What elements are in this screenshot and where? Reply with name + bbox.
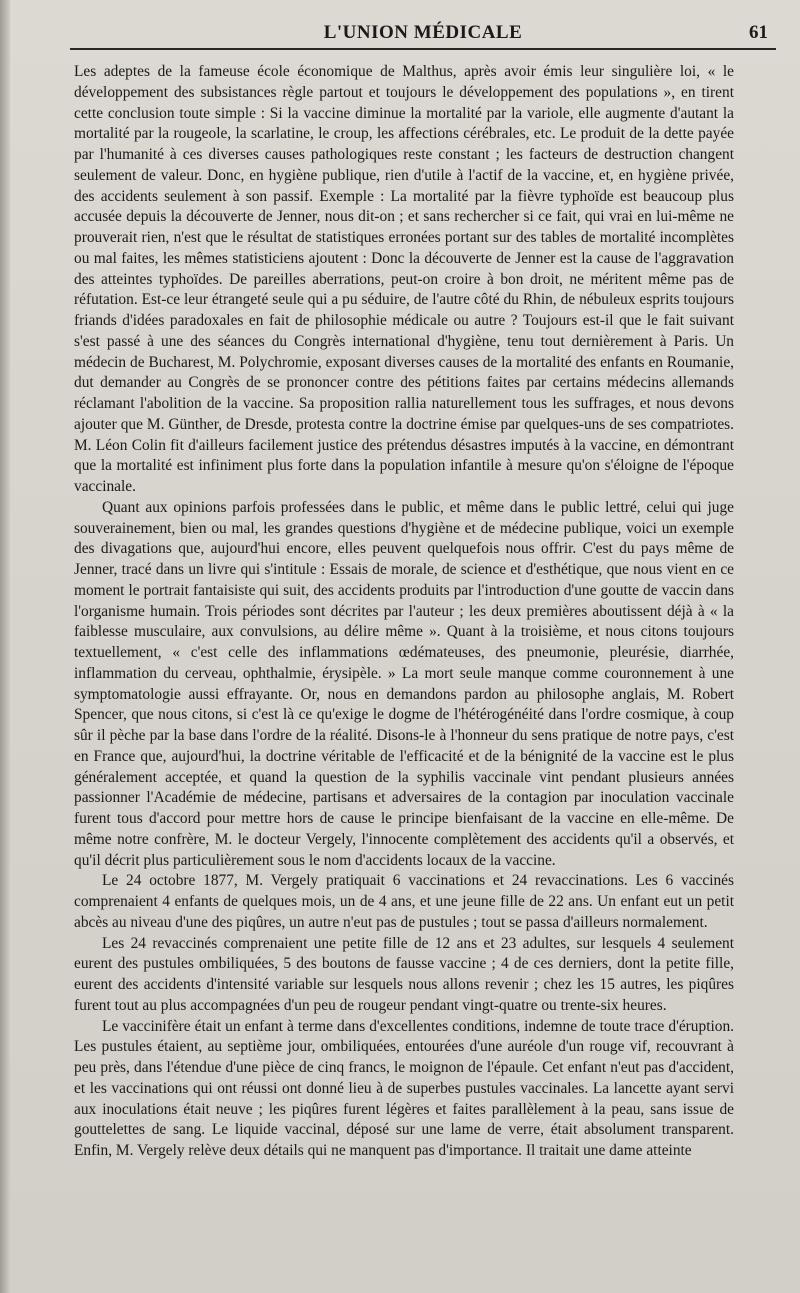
paragraph: Le vaccinifère était un enfant à terme dans d'excellentes conditions, indemne de toute trace d'éruption. Les pustules étaient, au septième jour, ombiliquées, entourées d'une auréole d'un rouge vif, recouvrant à peu près, dans l'étendue d'une pièce de cinq francs, le moignon de l'épaule. Cet enfant n'eut pas d'accident, et les vaccinations qui ont réussi ont donné lieu à de superbes pustules vaccinales. La lancette ayant servi aux inoculations était neuve ; les piqûres furent légères et faites parallèlement à la peau, sans issue de gouttelettes de sang. Le liquide vaccinal, déposé sur une lame de verre, était absolument transparent. Enfin, M. Vergely relève deux détails qui ne manquent pas d'importance. Il traitait une dame atteinte <box>74 1017 734 1159</box>
page-number: 61 <box>749 22 768 43</box>
article-body <box>74 62 734 1162</box>
paragraph: Quant aux opinions parfois professées dans le public, et même dans le public lettré, celui qui juge souverainement, bien ou mal, les grandes questions d'hygiène et de médecine publique, voici un exemple des divagations que, aujourd'hui encore, elles peuvent quelquefois nous offrir. C'est du pays même de Jenner, tracé dans un livre qui s'intitule : Essais de morale, de science et d'esthétique, que nous vient en ce moment le portrait fantaisiste qui suit, des accidents produits par l'introduction d'une goutte de vaccin dans l'organisme humain. Trois périodes sont décrites par l'auteur ; les deux premières aboutissent déjà à « la faiblesse musculaire, aux convulsions, au délire même ». Quant à la troisième, et nous citons toujours textuellement, « c'est celle des inflammations œdémateuses, des pneumonie, pleurésie, diarrhée, inflammation du cerveau, ophthalmie, érysipèle. » La mort seule manque comme couronnement à une symptomatologie aussi effrayante. Or, nous en demandons pardon au philosophe anglais, M. Robert Spencer, que nous citons, si c'est là ce qu'exige le dogme de l'hétérogénéité dans l'ordre cosmique, à coup sûr il pèche par la base dans l'ordre de la réalité. Disons-le à l'honneur du sens pratique de notre pays, c'est en France que, aujourd'hui, la doctrine véritable de l'efficacité et de la bénignité de la vaccine est le plus généralement acceptée, et quand la question de la syphilis vaccinale vint pendant plusieurs années passionner l'Académie de médecine, partisans et adversaires de la contagion par inoculation vaccinale furent tous d'accord pour mettre hors de cause le principe bienfaisant de la vaccine en elle-même. De même notre confrère, M. le docteur Vergely, l'innocente complètement des accidents qu'il a observés, et qu'il décrit plus particulièrement sous le nom d'accidents locaux de la vaccine. <box>74 498 734 869</box>
paragraph: Les 24 revaccinés comprenaient une petite fille de 12 ans et 23 adultes, sur lesquels 4 seulement eurent des pustules ombiliquées, 5 des boutons de fausse vaccine ; 4 de ces derniers, dont la petite fille, eurent des accidents d'intensité variable sur lesquels nous allons revenir ; chez les 15 autres, les piqûres furent tout au plus accompagnées d'un peu de rougeur pendant vingt-quatre ou trente-six heures. <box>74 934 734 1014</box>
running-header <box>70 18 776 48</box>
paragraph: Le 24 octobre 1877, M. Vergely pratiquait 6 vaccinations et 24 revaccinations. Les 6 vaccinés comprenaient 4 enfants de quelques mois, un de 4 ans, et une jeune fille de 22 ans. Un enfant eut un petit abcès au niveau d'une des piqûres, un autre n'eut pas de pustules ; tout se passa d'ailleurs normalement. <box>74 872 734 931</box>
page-edge-shadow <box>0 0 10 1293</box>
paragraph: Les adeptes de la fameuse école économique de Malthus, après avoir émis leur singulière loi, « le développement des subsistances règle partout et toujours le développement des populations », en tirent cette conclusion toute simple : Si la vaccine diminue la mortalité par la variole, elle augmente d'autant la mortalité par la rougeole, la scarlatine, le croup, les affections cérébrales, etc. Le produit de la dette payée par l'humanité à ces diverses causes pathologiques reste constant ; les facteurs de destruction changent seulement de valeur. Donc, en hygiène publique, rien d'utile à l'actif de la vaccine, et, en hygiène privée, des accidents seulement à son passif. Exemple : La mortalité par la fièvre typhoïde est beaucoup plus accusée depuis la découverte de Jenner, nous dit-on ; et sans rechercher si ce fait, qui vrai en lui-même ne prouverait rien, n'est que le résultat de statistiques erronées portant sur des tables de mortalité incomplètes ou mal faites, les mêmes statisticiens ajoutent : Donc la découverte de Jenner est la cause de l'aggravation des atteintes typhoïdes. De pareilles aberrations, peut-on croire à bon droit, ne méritent même pas de réfutation. Est-ce leur étrangeté seule qui a pu séduire, de l'autre côté du Rhin, de nébuleux esprits toujours friands d'idées paradoxales en fait de philosophie médicale ou autre ? Toujours est-il que le fait suivant s'est passé à une des séances du Congrès international d'hygiène, tenu tout dernièrement à Paris. Un médecin de Bucharest, M. Polychromie, exposant diverses causes de la mortalité des enfants en Roumanie, dut demander au Congrès de se prononcer contre des pétitions faites par certains médecins allemands réclamant l'abolition de la vaccine. Sa proposition rallia naturellement tous les suffrages, et nous devons ajouter que M. Günther, de Dresde, protesta contre la doctrine émise par quelques-uns de ses compatriotes. M. Léon Colin fit d'ailleurs facilement justice des prétendus désastres imputés à la vaccine, en démontrant que la mortalité est infiniment plus forte dans la population infantile à mesure qu'on s'éloigne de l'époque vaccinale. <box>74 63 734 495</box>
journal-title: L'UNION MÉDICALE <box>323 22 523 43</box>
header-rule <box>70 48 776 50</box>
